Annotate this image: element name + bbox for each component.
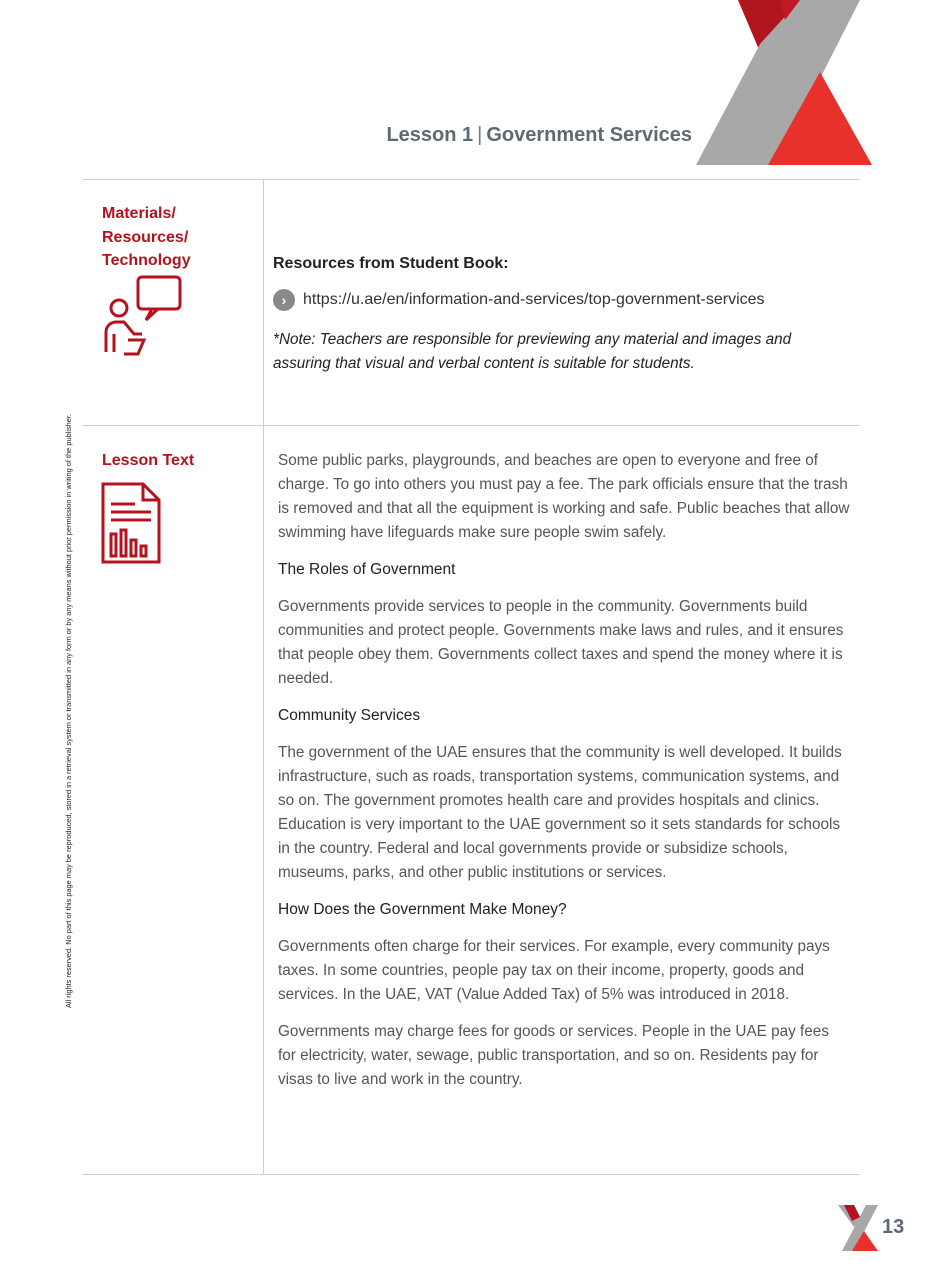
label-line: Materials/ xyxy=(102,205,176,222)
x-logo-icon xyxy=(838,1205,882,1251)
resource-link-text[interactable]: https://u.ae/en/information-and-services/top-government-services xyxy=(303,291,765,308)
lesson-title xyxy=(386,124,692,147)
lesson-paragraph: The government of the UAE ensures that the community is well developed. It builds infrastructure, such as roads, transportation systems, communication systems, and so on. The government promotes health care and provides hospitals and clinics. Education is very important to the UAE government so it sets standards for schools in the country. Federal and local governments provide or subsidize schools, museums, parks, and other public institutions or services. xyxy=(278,744,842,881)
resource-link[interactable] xyxy=(273,289,765,311)
table-bottom-border xyxy=(83,1174,860,1175)
chevron-right-circle-icon: › xyxy=(273,289,295,311)
copyright-notice: All rights reserved. No part of this page may be reproduced, stored in a retrieval system or transmitted in any form or by any means without prior permission in writing of the publisher. xyxy=(64,414,73,1008)
lesson-name: Government Services xyxy=(486,124,692,146)
document-chart-icon xyxy=(101,482,161,564)
lesson-paragraph: Governments often charge for their services. For example, every community pays taxes. In some countries, people pay tax on their income, property, goods and services. In the UAE, VAT (Value Added Tax) of 5% was introduced in 2018. xyxy=(278,938,830,1003)
resources-heading: Resources from Student Book: xyxy=(273,255,509,272)
teacher-note: *Note: Teachers are responsible for previewing any material and images and assuring that visual and verbal content is suitable for students. xyxy=(273,331,792,372)
label-line: Resources/ xyxy=(102,228,189,246)
column-divider xyxy=(263,180,264,1174)
title-separator: | xyxy=(477,124,483,146)
section-heading: How Does the Government Make Money? xyxy=(278,901,567,918)
x-logo-large-icon xyxy=(0,0,945,180)
table-top-border xyxy=(83,179,860,180)
label-line: Technology xyxy=(102,252,191,269)
lesson-paragraph: Governments may charge fees for goods or services. People in the UAE pay fees for electricity, water, sewage, public transportation, and so on. Residents pay for visas to live and work in the country. xyxy=(278,1023,829,1088)
row-divider xyxy=(83,425,860,426)
teacher-speech-icon xyxy=(100,274,184,358)
lesson-paragraph: Governments provide services to people in the community. Governments build communities and protect people. Governments make laws and rules, and it ensures that people obey them. Governments collect taxes and spend the money where it is needed. xyxy=(278,598,844,687)
page-number: 13 xyxy=(882,1216,905,1238)
lesson-text-label: Lesson Text xyxy=(102,452,195,469)
lesson-body xyxy=(278,449,850,1105)
lesson-number: Lesson 1 xyxy=(386,124,474,146)
section-heading: Community Services xyxy=(278,707,421,724)
section-heading: The Roles of Government xyxy=(278,561,456,578)
lesson-paragraph: Some public parks, playgrounds, and beaches are open to everyone and free of charge. To go into others you must pay a fee. The park officials ensure that the trash is removed and that all the equipment is working and safe. Public beaches that allow swimming have lifeguards make sure people swim safely. xyxy=(278,452,850,541)
materials-label xyxy=(102,202,191,273)
